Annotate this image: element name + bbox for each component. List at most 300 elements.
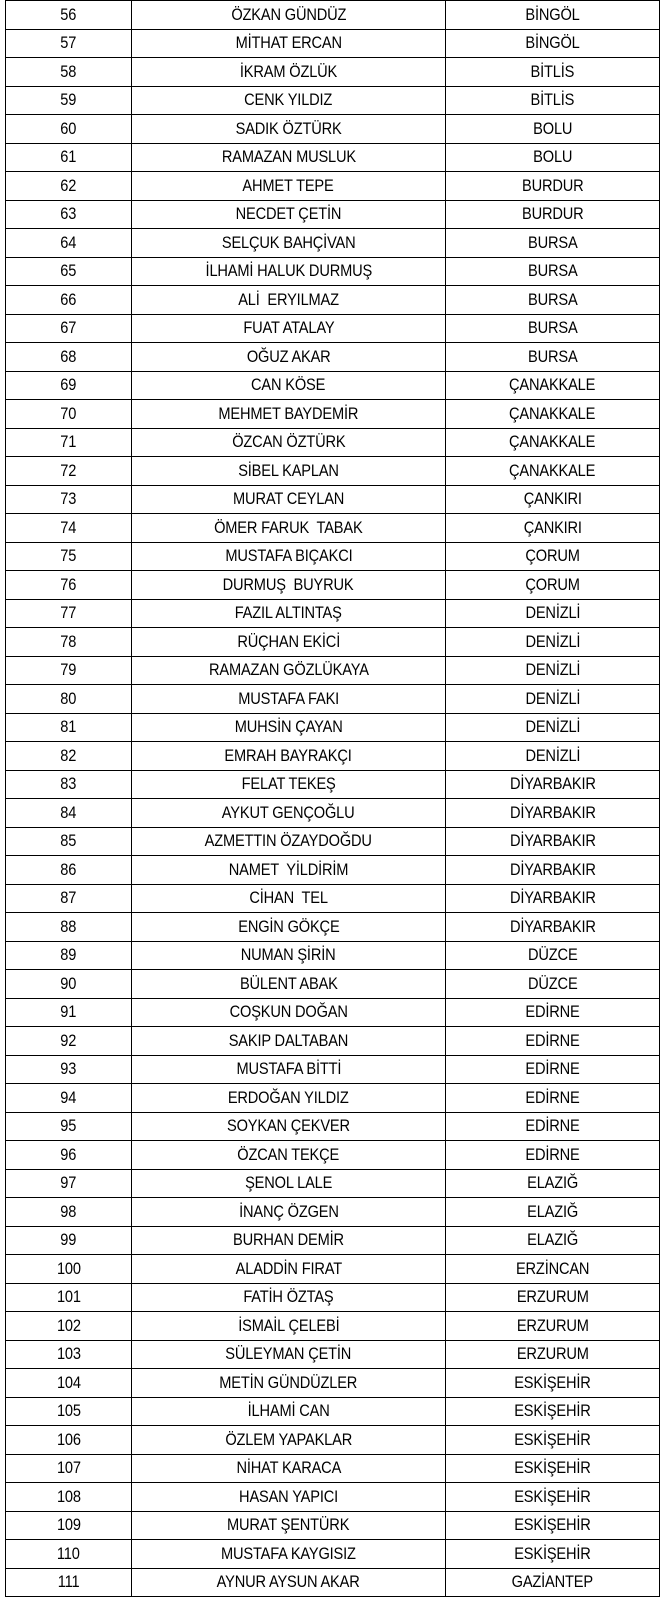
person-name-cell bbox=[132, 1540, 446, 1569]
city-text: ESKİŞEHİR bbox=[514, 1429, 591, 1449]
person-name-text: BURHAN DEMİR bbox=[233, 1230, 344, 1250]
person-name-cell bbox=[132, 428, 446, 457]
row-number-cell bbox=[6, 913, 132, 942]
person-name-cell bbox=[132, 656, 446, 685]
table-row bbox=[6, 1084, 660, 1113]
table-row bbox=[6, 913, 660, 942]
city-cell bbox=[446, 884, 660, 913]
city-text: DİYARBAKIR bbox=[509, 802, 596, 822]
person-name-text: ÖZLEM YAPAKLAR bbox=[225, 1429, 352, 1449]
person-name-cell bbox=[132, 1511, 446, 1540]
person-name-text: AZMETTIN ÖZAYDOĞDU bbox=[204, 831, 373, 851]
city-cell bbox=[446, 628, 660, 657]
person-name-cell bbox=[132, 1283, 446, 1312]
row-number-text: 76 bbox=[60, 574, 77, 594]
city-text: DİYARBAKIR bbox=[509, 831, 596, 851]
row-number-text: 92 bbox=[60, 1030, 77, 1050]
row-number-cell bbox=[6, 428, 132, 457]
row-number-cell bbox=[6, 1283, 132, 1312]
city-text: ESKİŞEHİR bbox=[514, 1372, 591, 1392]
table-row bbox=[6, 1283, 660, 1312]
row-number-cell bbox=[6, 542, 132, 571]
person-name-cell bbox=[132, 1312, 446, 1341]
person-name-cell bbox=[132, 1255, 446, 1284]
row-number-cell bbox=[6, 371, 132, 400]
person-name-cell bbox=[132, 229, 446, 258]
table-row bbox=[6, 1568, 660, 1597]
city-cell bbox=[446, 1255, 660, 1284]
city-cell bbox=[446, 143, 660, 172]
city-cell bbox=[446, 1511, 660, 1540]
row-number-text: 63 bbox=[60, 204, 77, 224]
person-name-text: EMRAH BAYRAKÇI bbox=[224, 745, 353, 765]
row-number-cell bbox=[6, 29, 132, 58]
person-name-text: MEHMET BAYDEMİR bbox=[218, 403, 359, 423]
city-text: DENİZLİ bbox=[525, 688, 580, 708]
city-text: ESKİŞEHİR bbox=[514, 1543, 591, 1563]
row-number-cell bbox=[6, 571, 132, 600]
table-row bbox=[6, 485, 660, 514]
person-name-text: ALADDİN FIRAT bbox=[235, 1258, 342, 1278]
person-name-text: MUSTAFA BİTTİ bbox=[236, 1059, 341, 1079]
person-name-text: MUSTAFA FAKI bbox=[238, 688, 339, 708]
table-row bbox=[6, 998, 660, 1027]
person-name-cell bbox=[132, 400, 446, 429]
row-number-text: 68 bbox=[60, 346, 77, 366]
city-text: DÜZCE bbox=[527, 973, 578, 993]
table-row bbox=[6, 827, 660, 856]
city-text: DÜZCE bbox=[527, 945, 578, 965]
row-number-text: 65 bbox=[60, 261, 77, 281]
city-text: ÇORUM bbox=[525, 574, 580, 594]
city-cell bbox=[446, 1369, 660, 1398]
row-number-cell bbox=[6, 1226, 132, 1255]
city-text: EDİRNE bbox=[525, 1002, 580, 1022]
table-row bbox=[6, 286, 660, 315]
person-name-cell bbox=[132, 799, 446, 828]
person-name-text: MURAT ŞENTÜRK bbox=[227, 1515, 350, 1535]
person-name-cell bbox=[132, 1112, 446, 1141]
city-text: DİYARBAKIR bbox=[509, 888, 596, 908]
row-number-cell bbox=[6, 1169, 132, 1198]
person-name-cell bbox=[132, 1169, 446, 1198]
row-number-cell bbox=[6, 86, 132, 115]
person-name-cell bbox=[132, 1340, 446, 1369]
person-name-text: SİBEL KAPLAN bbox=[238, 460, 339, 480]
person-name-cell bbox=[132, 371, 446, 400]
city-text: BİTLİS bbox=[530, 90, 575, 110]
row-number-text: 85 bbox=[60, 831, 77, 851]
row-number-cell bbox=[6, 1369, 132, 1398]
city-cell bbox=[446, 1112, 660, 1141]
city-cell bbox=[446, 1141, 660, 1170]
person-name-text: İSMAİL ÇELEBİ bbox=[237, 1315, 340, 1335]
city-text: BURDUR bbox=[521, 204, 584, 224]
city-text: BURSA bbox=[527, 346, 578, 366]
person-name-text: İLHAMİ CAN bbox=[247, 1401, 330, 1421]
table-row bbox=[6, 1226, 660, 1255]
row-number-cell bbox=[6, 998, 132, 1027]
city-text: BURSA bbox=[527, 289, 578, 309]
row-number-text: 96 bbox=[60, 1144, 77, 1164]
table-row bbox=[6, 200, 660, 229]
row-number-cell bbox=[6, 400, 132, 429]
row-number-text: 57 bbox=[60, 33, 77, 53]
city-cell bbox=[446, 58, 660, 87]
row-number-cell bbox=[6, 457, 132, 486]
person-name-text: SELÇUK BAHÇİVAN bbox=[221, 232, 356, 252]
person-name-cell bbox=[132, 1568, 446, 1597]
table-row bbox=[6, 457, 660, 486]
row-number-text: 107 bbox=[56, 1458, 81, 1478]
row-number-cell bbox=[6, 1255, 132, 1284]
person-name-cell bbox=[132, 770, 446, 799]
row-number-text: 88 bbox=[60, 916, 77, 936]
city-text: ESKİŞEHİR bbox=[514, 1486, 591, 1506]
row-number-text: 109 bbox=[56, 1515, 81, 1535]
row-number-text: 104 bbox=[56, 1372, 81, 1392]
person-name-text: ERDOĞAN YILDIZ bbox=[228, 1087, 349, 1107]
table-row bbox=[6, 1198, 660, 1227]
row-number-text: 61 bbox=[60, 147, 77, 167]
person-name-text: MURAT CEYLAN bbox=[232, 489, 345, 509]
person-name-text: İLHAMİ HALUK DURMUŞ bbox=[205, 261, 372, 281]
person-name-cell bbox=[132, 713, 446, 742]
person-name-cell bbox=[132, 172, 446, 201]
row-number-text: 106 bbox=[56, 1429, 81, 1449]
city-cell bbox=[446, 400, 660, 429]
city-text: ÇANAKKALE bbox=[509, 432, 596, 452]
city-text: ÇANKIRI bbox=[523, 489, 582, 509]
row-number-cell bbox=[6, 1, 132, 30]
row-number-text: 87 bbox=[60, 888, 77, 908]
city-cell bbox=[446, 257, 660, 286]
person-name-text: METİN GÜNDÜZLER bbox=[219, 1372, 358, 1392]
city-cell bbox=[446, 1540, 660, 1569]
person-name-cell bbox=[132, 86, 446, 115]
row-number-text: 97 bbox=[60, 1173, 77, 1193]
person-name-text: SADIK ÖZTÜRK bbox=[235, 118, 342, 138]
person-name-cell bbox=[132, 998, 446, 1027]
person-name-text: ÖZKAN GÜNDÜZ bbox=[231, 4, 346, 24]
city-text: BİNGÖL bbox=[525, 4, 580, 24]
table-row bbox=[6, 314, 660, 343]
row-number-text: 64 bbox=[60, 232, 77, 252]
table-row bbox=[6, 1169, 660, 1198]
row-number-text: 95 bbox=[60, 1116, 77, 1136]
city-text: ESKİŞEHİR bbox=[514, 1458, 591, 1478]
row-number-cell bbox=[6, 1198, 132, 1227]
person-name-cell bbox=[132, 1055, 446, 1084]
person-name-text: ÖMER FARUK TABAK bbox=[214, 517, 363, 537]
person-name-text: OĞUZ AKAR bbox=[246, 346, 331, 366]
row-number-cell bbox=[6, 599, 132, 628]
person-name-text: CİHAN TEL bbox=[249, 888, 328, 908]
row-number-cell bbox=[6, 713, 132, 742]
person-name-cell bbox=[132, 485, 446, 514]
city-cell bbox=[446, 571, 660, 600]
city-text: ÇORUM bbox=[525, 546, 580, 566]
city-cell bbox=[446, 685, 660, 714]
table-row bbox=[6, 1, 660, 30]
city-text: DENİZLİ bbox=[525, 631, 580, 651]
table-row bbox=[6, 542, 660, 571]
city-cell bbox=[446, 998, 660, 1027]
row-number-text: 58 bbox=[60, 61, 77, 81]
person-name-text: ŞENOL LALE bbox=[244, 1173, 333, 1193]
row-number-cell bbox=[6, 1511, 132, 1540]
person-name-cell bbox=[132, 29, 446, 58]
city-cell bbox=[446, 827, 660, 856]
table-row bbox=[6, 742, 660, 771]
city-cell bbox=[446, 1226, 660, 1255]
city-cell bbox=[446, 86, 660, 115]
city-text: EDİRNE bbox=[525, 1144, 580, 1164]
person-name-text: FELAT TEKEŞ bbox=[241, 774, 336, 794]
city-text: BİTLİS bbox=[530, 61, 575, 81]
city-cell bbox=[446, 1198, 660, 1227]
person-name-text: RAMAZAN GÖZLÜKAYA bbox=[208, 660, 369, 680]
person-name-text: BÜLENT ABAK bbox=[239, 973, 338, 993]
city-text: DİYARBAKIR bbox=[509, 774, 596, 794]
table-row bbox=[6, 115, 660, 144]
city-cell bbox=[446, 485, 660, 514]
city-cell bbox=[446, 542, 660, 571]
city-cell bbox=[446, 1454, 660, 1483]
person-name-cell bbox=[132, 827, 446, 856]
person-name-cell bbox=[132, 1084, 446, 1113]
city-cell bbox=[446, 457, 660, 486]
row-number-text: 99 bbox=[60, 1230, 77, 1250]
city-cell bbox=[446, 371, 660, 400]
person-name-cell bbox=[132, 257, 446, 286]
row-number-text: 111 bbox=[57, 1572, 80, 1592]
city-text: BURSA bbox=[527, 232, 578, 252]
table-row bbox=[6, 1540, 660, 1569]
city-cell bbox=[446, 1084, 660, 1113]
person-name-text: NİHAT KARACA bbox=[236, 1458, 341, 1478]
table-row bbox=[6, 1027, 660, 1056]
row-number-cell bbox=[6, 257, 132, 286]
row-number-text: 100 bbox=[56, 1258, 81, 1278]
roster-table-body bbox=[6, 1, 660, 1597]
row-number-cell bbox=[6, 1141, 132, 1170]
row-number-cell bbox=[6, 770, 132, 799]
row-number-text: 75 bbox=[60, 546, 77, 566]
person-name-cell bbox=[132, 941, 446, 970]
table-row bbox=[6, 371, 660, 400]
person-name-cell bbox=[132, 1198, 446, 1227]
table-row bbox=[6, 1312, 660, 1341]
city-text: EDİRNE bbox=[525, 1030, 580, 1050]
city-cell bbox=[446, 1483, 660, 1512]
table-row bbox=[6, 1369, 660, 1398]
city-text: ESKİŞEHİR bbox=[514, 1515, 591, 1535]
row-number-cell bbox=[6, 1426, 132, 1455]
city-cell bbox=[446, 1055, 660, 1084]
person-name-cell bbox=[132, 314, 446, 343]
table-row bbox=[6, 343, 660, 372]
row-number-text: 74 bbox=[60, 517, 77, 537]
city-cell bbox=[446, 1340, 660, 1369]
table-row bbox=[6, 941, 660, 970]
city-text: ÇANAKKALE bbox=[509, 375, 596, 395]
person-name-cell bbox=[132, 286, 446, 315]
person-name-text: İKRAM ÖZLÜK bbox=[239, 61, 338, 81]
row-number-cell bbox=[6, 58, 132, 87]
city-cell bbox=[446, 656, 660, 685]
city-text: DENİZLİ bbox=[525, 603, 580, 623]
city-cell bbox=[446, 1, 660, 30]
row-number-text: 67 bbox=[60, 318, 77, 338]
person-name-text: COŞKUN DOĞAN bbox=[229, 1002, 348, 1022]
city-cell bbox=[446, 599, 660, 628]
table-row bbox=[6, 1397, 660, 1426]
table-row bbox=[6, 884, 660, 913]
row-number-text: 56 bbox=[60, 4, 77, 24]
city-text: BURSA bbox=[527, 261, 578, 281]
city-text: BOLU bbox=[532, 118, 573, 138]
table-row bbox=[6, 599, 660, 628]
person-name-cell bbox=[132, 856, 446, 885]
row-number-cell bbox=[6, 1027, 132, 1056]
person-name-text: SOYKAN ÇEKVER bbox=[227, 1116, 350, 1136]
person-name-text: FUAT ATALAY bbox=[243, 318, 334, 338]
row-number-text: 72 bbox=[60, 460, 77, 480]
table-row bbox=[6, 172, 660, 201]
person-name-text: CAN KÖSE bbox=[251, 375, 326, 395]
row-number-text: 98 bbox=[60, 1201, 77, 1221]
table-row bbox=[6, 86, 660, 115]
person-name-text: FAZIL ALTINTAŞ bbox=[234, 603, 342, 623]
table-row bbox=[6, 656, 660, 685]
row-number-cell bbox=[6, 1055, 132, 1084]
row-number-cell bbox=[6, 1540, 132, 1569]
person-name-text: SAKIP DALTABAN bbox=[228, 1030, 349, 1050]
person-name-cell bbox=[132, 1226, 446, 1255]
person-name-cell bbox=[132, 1141, 446, 1170]
city-text: DİYARBAKIR bbox=[509, 859, 596, 879]
row-number-cell bbox=[6, 742, 132, 771]
person-name-text: CENK YILDIZ bbox=[244, 90, 333, 110]
table-row bbox=[6, 257, 660, 286]
row-number-text: 110 bbox=[57, 1543, 80, 1563]
table-row bbox=[6, 400, 660, 429]
city-text: BURDUR bbox=[521, 175, 584, 195]
row-number-cell bbox=[6, 143, 132, 172]
person-name-text: ÖZCAN ÖZTÜRK bbox=[231, 432, 346, 452]
person-name-text: ÖZCAN TEKÇE bbox=[237, 1144, 340, 1164]
person-name-cell bbox=[132, 542, 446, 571]
row-number-cell bbox=[6, 856, 132, 885]
row-number-cell bbox=[6, 115, 132, 144]
row-number-cell bbox=[6, 343, 132, 372]
row-number-cell bbox=[6, 970, 132, 999]
city-cell bbox=[446, 514, 660, 543]
table-row bbox=[6, 1483, 660, 1512]
row-number-text: 78 bbox=[60, 631, 77, 651]
person-name-text: NECDET ÇETİN bbox=[235, 204, 342, 224]
row-number-text: 90 bbox=[60, 973, 77, 993]
row-number-cell bbox=[6, 1084, 132, 1113]
city-cell bbox=[446, 1568, 660, 1597]
city-cell bbox=[446, 1283, 660, 1312]
person-name-cell bbox=[132, 343, 446, 372]
city-cell bbox=[446, 343, 660, 372]
city-cell bbox=[446, 314, 660, 343]
row-number-text: 93 bbox=[60, 1059, 77, 1079]
table-row bbox=[6, 229, 660, 258]
row-number-text: 59 bbox=[60, 90, 77, 110]
person-name-text: MUSTAFA KAYGISIZ bbox=[221, 1543, 356, 1563]
table-row bbox=[6, 514, 660, 543]
row-number-text: 80 bbox=[60, 688, 77, 708]
person-name-cell bbox=[132, 599, 446, 628]
city-cell bbox=[446, 913, 660, 942]
row-number-cell bbox=[6, 1397, 132, 1426]
person-name-cell bbox=[132, 970, 446, 999]
roster-table bbox=[5, 0, 660, 1597]
table-row bbox=[6, 428, 660, 457]
row-number-text: 70 bbox=[60, 403, 77, 423]
row-number-cell bbox=[6, 172, 132, 201]
person-name-text: İNANÇ ÖZGEN bbox=[238, 1201, 339, 1221]
city-cell bbox=[446, 770, 660, 799]
person-name-cell bbox=[132, 143, 446, 172]
person-name-cell bbox=[132, 1369, 446, 1398]
table-row bbox=[6, 685, 660, 714]
row-number-text: 62 bbox=[60, 175, 77, 195]
city-text: ÇANKIRI bbox=[523, 517, 582, 537]
city-text: ESKİŞEHİR bbox=[514, 1401, 591, 1421]
table-row bbox=[6, 58, 660, 87]
city-text: ÇANAKKALE bbox=[509, 460, 596, 480]
person-name-cell bbox=[132, 200, 446, 229]
table-row bbox=[6, 1454, 660, 1483]
row-number-cell bbox=[6, 314, 132, 343]
person-name-text: AYKUT GENÇOĞLU bbox=[222, 802, 355, 822]
table-row bbox=[6, 1426, 660, 1455]
row-number-cell bbox=[6, 685, 132, 714]
city-text: ELAZIĞ bbox=[527, 1230, 578, 1250]
person-name-cell bbox=[132, 1, 446, 30]
city-cell bbox=[446, 742, 660, 771]
person-name-cell bbox=[132, 457, 446, 486]
city-cell bbox=[446, 713, 660, 742]
table-row bbox=[6, 571, 660, 600]
table-row bbox=[6, 1055, 660, 1084]
person-name-cell bbox=[132, 884, 446, 913]
row-number-text: 103 bbox=[56, 1344, 81, 1364]
person-name-text: ALİ ERYILMAZ bbox=[238, 289, 339, 309]
row-number-cell bbox=[6, 1312, 132, 1341]
person-name-text: RÜÇHAN EKİCİ bbox=[237, 631, 340, 651]
person-name-cell bbox=[132, 628, 446, 657]
row-number-cell bbox=[6, 485, 132, 514]
row-number-text: 66 bbox=[60, 289, 77, 309]
row-number-text: 60 bbox=[60, 118, 77, 138]
person-name-text: AHMET TEPE bbox=[242, 175, 335, 195]
person-name-cell bbox=[132, 514, 446, 543]
person-name-text: ENGİN GÖKÇE bbox=[237, 916, 340, 936]
city-cell bbox=[446, 970, 660, 999]
table-row bbox=[6, 713, 660, 742]
city-text: DİYARBAKIR bbox=[509, 916, 596, 936]
row-number-text: 101 bbox=[56, 1287, 81, 1307]
row-number-cell bbox=[6, 286, 132, 315]
city-text: ELAZIĞ bbox=[527, 1201, 578, 1221]
city-cell bbox=[446, 229, 660, 258]
